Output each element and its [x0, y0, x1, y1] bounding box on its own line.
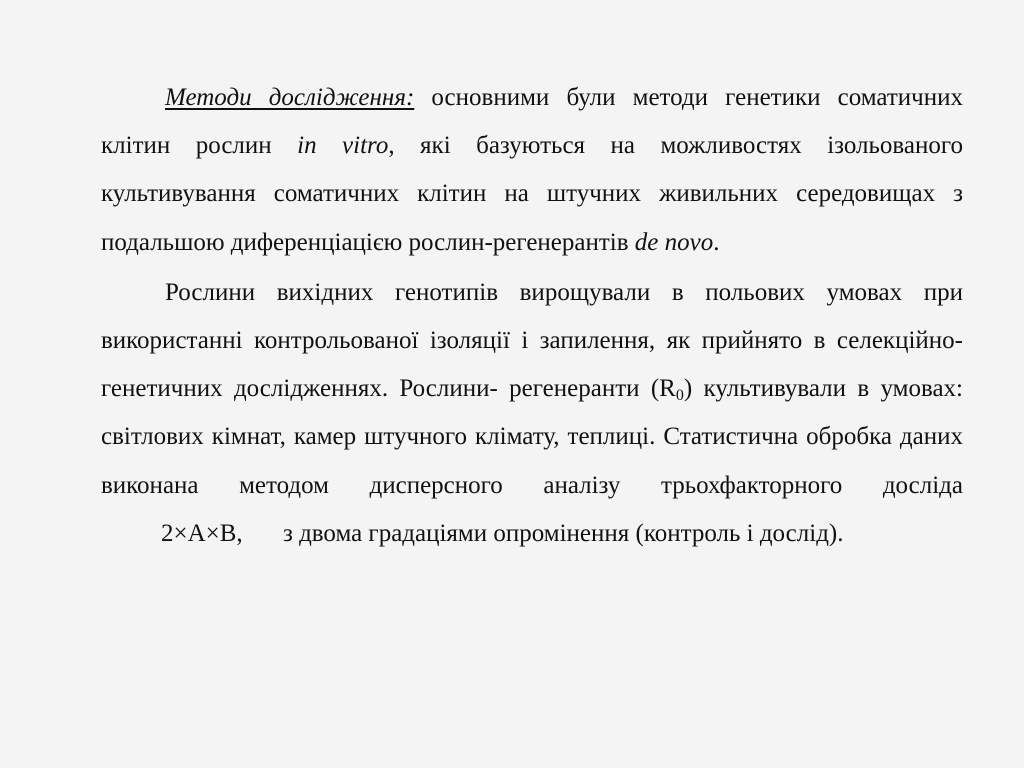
term-de-novo: de novo	[634, 228, 714, 256]
term-in-vitro: in vitro	[297, 132, 389, 160]
methods-text-c: .	[713, 228, 720, 256]
paragraph-plants	[101, 269, 963, 558]
r-subscript: 0	[675, 387, 684, 405]
methods-text-a: основними були методи генетики соматичних клітин рослин	[101, 84, 964, 160]
plants-text-a: Рослини вихідних генотипів вирощували в польових умовах при використанні контрольованої ізоляції і запилення, як прийнято в селекційно-генетичних дослідженнях. Рослини- регенеранти (R	[101, 278, 963, 403]
methods-text-b: , які базуються на можливостях ізольованого культивування соматичних клітин на штучних живильних середовищах з подальшою диференціацією рослин-регенерантів	[101, 132, 963, 256]
slide-content	[101, 74, 963, 560]
plants-text-b: ) культивували в умовах: світлових кімнат, камер штучного клімату, теплиці. Статистична обробка даних виконана методом дисперсного аналізу трьохфакторного досліда	[101, 375, 963, 499]
plants-text-c: з двома градаціями опромінення (контроль і дослід).	[276, 519, 844, 547]
design-formula: 2×А×В,	[161, 519, 243, 547]
paragraph-methods	[101, 74, 963, 267]
methods-heading: Методи дослідження:	[165, 84, 415, 111]
